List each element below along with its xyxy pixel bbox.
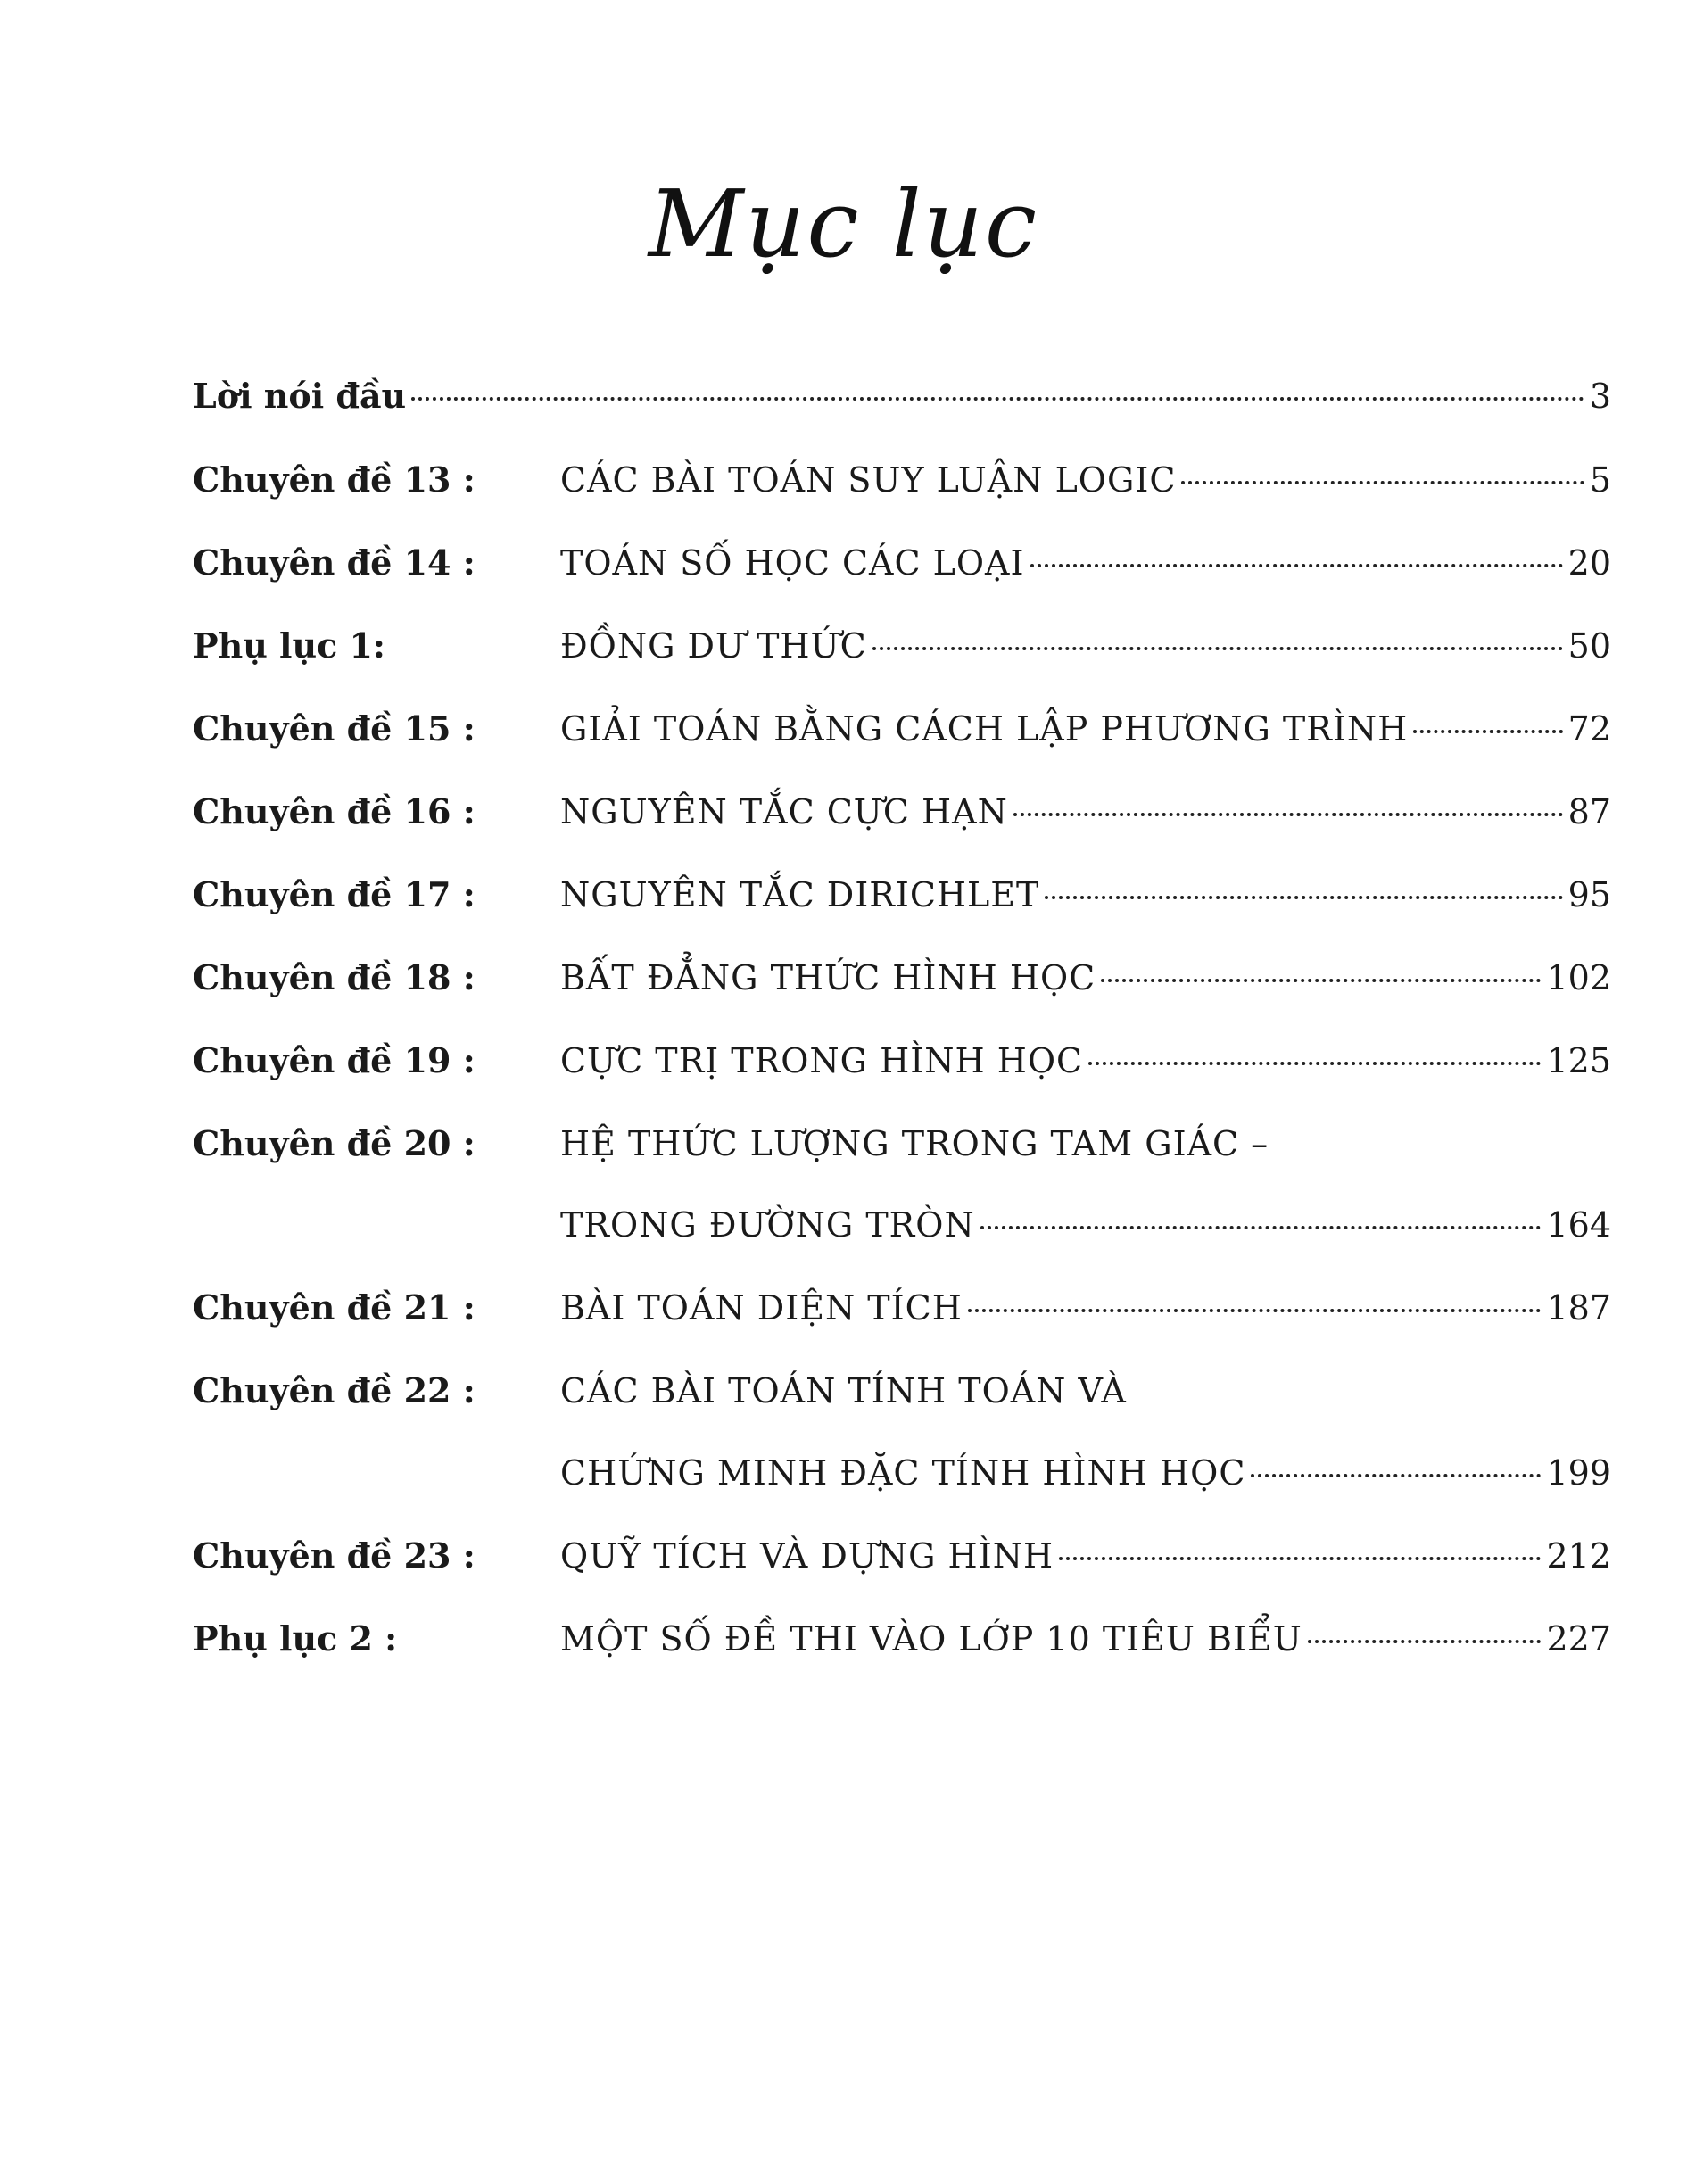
dot-leader: [1013, 813, 1563, 816]
toc-entry-page: 187: [1546, 1288, 1611, 1328]
dot-leader: [1045, 896, 1562, 899]
toc-entry-label: Chuyên đề 19 :: [193, 1040, 476, 1080]
toc-entry-page: 199: [1546, 1453, 1611, 1493]
toc-entry-page: 95: [1567, 875, 1611, 914]
toc-entry[interactable]: [193, 1034, 1611, 1088]
toc-entry-label: Chuyên đề 18 :: [193, 957, 476, 997]
toc-entry-page: 125: [1546, 1041, 1611, 1080]
toc-entry-title: GIẢI TOÁN BẰNG CÁCH LẬP PHƯƠNG TRÌNH: [560, 709, 1409, 749]
toc-entry[interactable]: [193, 1281, 1611, 1335]
toc-entry-page: 212: [1546, 1536, 1611, 1576]
dot-leader: [1308, 1640, 1542, 1643]
toc-entry-title: CÁC BÀI TOÁN SUY LUẬN LOGIC: [560, 460, 1177, 500]
toc-entry[interactable]: [193, 951, 1611, 1005]
toc-entry[interactable]: [193, 536, 1611, 590]
toc-entry-label: Phụ lục 1:: [193, 625, 385, 666]
toc-entry-page: 3: [1589, 376, 1611, 416]
dot-leader: [968, 1309, 1542, 1312]
toc-entry-label: Chuyên đề 13 :: [193, 459, 476, 500]
toc-entry[interactable]: [193, 453, 1611, 507]
toc-entry-label: Chuyên đề 17 :: [193, 874, 476, 914]
toc-entry-title: BÀI TOÁN DIỆN TÍCH: [560, 1288, 963, 1328]
dot-leader: [1088, 1062, 1541, 1065]
toc-entry-label: Chuyên đề 14 :: [193, 542, 476, 583]
toc-entry-continuation[interactable]: [193, 1446, 1611, 1500]
toc-entry-label: Chuyên đề 15 :: [193, 708, 476, 749]
toc-entry-label: Chuyên đề 23 :: [193, 1535, 476, 1576]
toc-entry-page: 20: [1567, 543, 1611, 583]
toc-entry[interactable]: [193, 1612, 1611, 1666]
toc-entry-page: 50: [1567, 626, 1611, 666]
toc-entry-label: Chuyên đề 21 :: [193, 1287, 476, 1328]
toc-entry-title: MỘT SỐ ĐỀ THI VÀO LỚP 10 TIÊU BIỂU: [560, 1619, 1302, 1659]
toc-entry-label: Chuyên đề 20 :: [193, 1123, 476, 1163]
toc-entry[interactable]: [193, 702, 1611, 756]
toc-entry-page: 102: [1546, 958, 1611, 997]
toc-entry-page: 5: [1589, 460, 1611, 500]
toc-entry-label: Phụ lục 2 :: [193, 1618, 398, 1659]
toc-entry-title: HỆ THỨC LƯỢNG TRONG TAM GIÁC –: [560, 1124, 1269, 1163]
toc-entry-title: NGUYÊN TẮC DIRICHLET: [560, 875, 1040, 914]
toc-entry-title: ĐỒNG DƯ THỨC: [560, 626, 867, 666]
toc-entry-title-continued: TRONG ĐƯỜNG TRÒN: [560, 1205, 975, 1245]
toc-entry-title-continued: CHỨNG MINH ĐẶC TÍNH HÌNH HỌC: [560, 1453, 1246, 1493]
toc-entry-title: QUỸ TÍCH VÀ DỰNG HÌNH: [560, 1536, 1054, 1576]
dot-leader: [872, 647, 1563, 650]
toc-entry[interactable]: [193, 619, 1611, 673]
toc-entry-page: 164: [1546, 1205, 1611, 1245]
toc-entry-page: 227: [1546, 1619, 1611, 1659]
dot-leader: [1030, 564, 1563, 567]
dot-leader: [1059, 1557, 1541, 1560]
dot-leader: [1181, 481, 1584, 484]
toc-entry-page: 87: [1567, 792, 1611, 831]
toc-entry-title: CỰC TRỊ TRONG HÌNH HỌC: [560, 1041, 1084, 1080]
toc-entry-label: Chuyên đề 16 :: [193, 791, 476, 831]
toc-entry-title: CÁC BÀI TOÁN TÍNH TOÁN VÀ: [560, 1371, 1127, 1410]
toc-entry[interactable]: [193, 868, 1611, 922]
toc-entry[interactable]: [193, 1529, 1611, 1583]
toc-entry-label: Chuyên đề 22 :: [193, 1370, 476, 1410]
toc-entry[interactable]: [193, 785, 1611, 839]
dot-leader: [980, 1226, 1542, 1229]
toc-entry-title: BẤT ĐẲNG THỨC HÌNH HỌC: [560, 958, 1096, 997]
dot-leader: [1251, 1474, 1541, 1477]
toc-entry-title: Lời nói đầu: [193, 376, 407, 416]
toc-entry-page: 72: [1567, 709, 1611, 749]
page-title: Mục lục: [648, 170, 1039, 278]
toc-entry-continuation[interactable]: [193, 1198, 1611, 1252]
toc-entry-preface[interactable]: [193, 369, 1611, 423]
dot-leader: [1101, 979, 1541, 982]
toc-entry-title: NGUYÊN TẮC CỰC HẠN: [560, 792, 1008, 831]
dot-leader: [1413, 730, 1562, 733]
dot-leader: [411, 397, 1584, 401]
toc-entry[interactable]: [193, 1117, 1611, 1171]
toc-entry-title: TOÁN SỐ HỌC CÁC LOẠI: [560, 543, 1025, 583]
toc-entry[interactable]: [193, 1364, 1611, 1418]
